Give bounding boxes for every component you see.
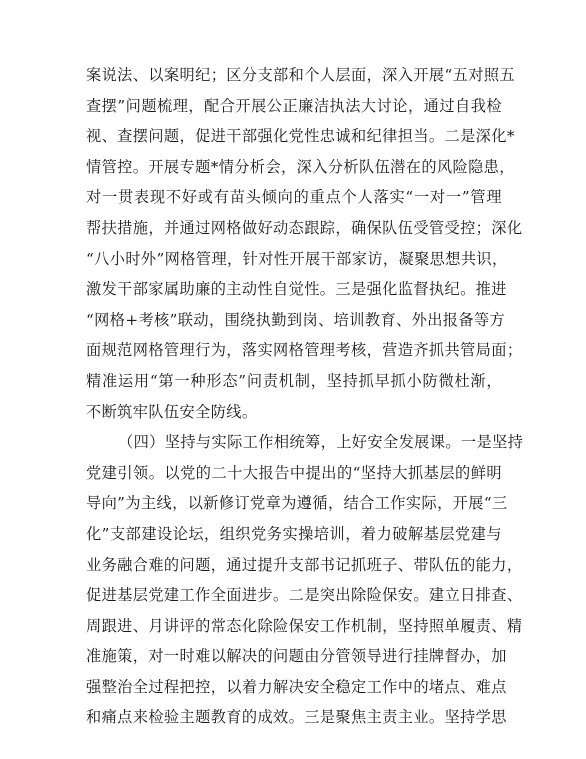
- text-line: 党建引领。以党的二十大报告中提出的“坚持大抓基层的鲜明: [86, 463, 502, 482]
- text-line: “网格+考核”联动，围绕执勤到岗、培训教育、外出报备等方: [86, 310, 506, 329]
- text-line: 促进基层党建工作全面进步。二是突出除险保安。建立日排查、: [86, 586, 523, 605]
- text-line: 和痛点来检验主题教育的成效。三是聚焦主责主业。坚持学思: [86, 708, 507, 727]
- text-line: 面规范网格管理行为，落实网格管理考核，营造齐抓共管局面；: [86, 341, 523, 360]
- text-line: 视、查摆问题，促进干部强化党性忠诚和纪律担当。二是深化*: [86, 127, 515, 146]
- text-line: 帮扶措施，并通过网格做好动态跟踪，确保队伍受管受控；深化: [86, 218, 523, 237]
- document-body: [86, 60, 524, 733]
- text-line: 业务融合难的问题，通过提升支部书记抓班子、带队伍的能力，: [86, 555, 523, 574]
- text-line: （四）坚持与实际工作相统筹，上好安全发展课。一是坚持: [118, 433, 524, 452]
- paragraph-2: [86, 427, 524, 733]
- text-line: “八小时外”网格管理，针对性开展干部家访，凝聚思想共识，: [86, 249, 508, 268]
- text-line: 对一贯表现不好或有苗头倾向的重点个人落实“一对一”管理: [86, 188, 502, 207]
- text-line: 不断筑牢队伍安全防线。: [86, 402, 258, 421]
- text-line: 精准运用“第一种形态”问责机制，坚持抓早抓小防微杜渐，: [86, 371, 502, 390]
- text-line: 情管控。开展专题*情分析会，深入分析队伍潜在的风险隐患，: [86, 157, 515, 176]
- text-line: 导向”为主线，以新修订党章为遵循，结合工作实际，开展“三: [86, 494, 508, 513]
- text-line: 化”支部建设论坛，组织党务实操培训，着力破解基层党建与: [86, 524, 502, 543]
- text-line: 案说法、以案明纪；区分支部和个人层面，深入开展“五对照五: [86, 66, 516, 84]
- text-line: 周跟进、月讲评的常态化除险保安工作机制，坚持照单履责、精: [86, 616, 523, 635]
- text-line: 激发干部家属助廉的主动性自觉性。三是强化监督执纪。推进: [86, 280, 507, 299]
- text-line: 强整治全过程把控，以着力解决安全稳定工作中的堵点、难点: [86, 677, 507, 696]
- text-line: 查摆”问题梳理，配合开展公正廉洁执法大讨论，通过自我检: [86, 96, 502, 115]
- paragraph-1: [86, 60, 523, 427]
- text-line: 准施策，对一时难以解决的问题由分管领导进行挂牌督办，加: [86, 647, 507, 666]
